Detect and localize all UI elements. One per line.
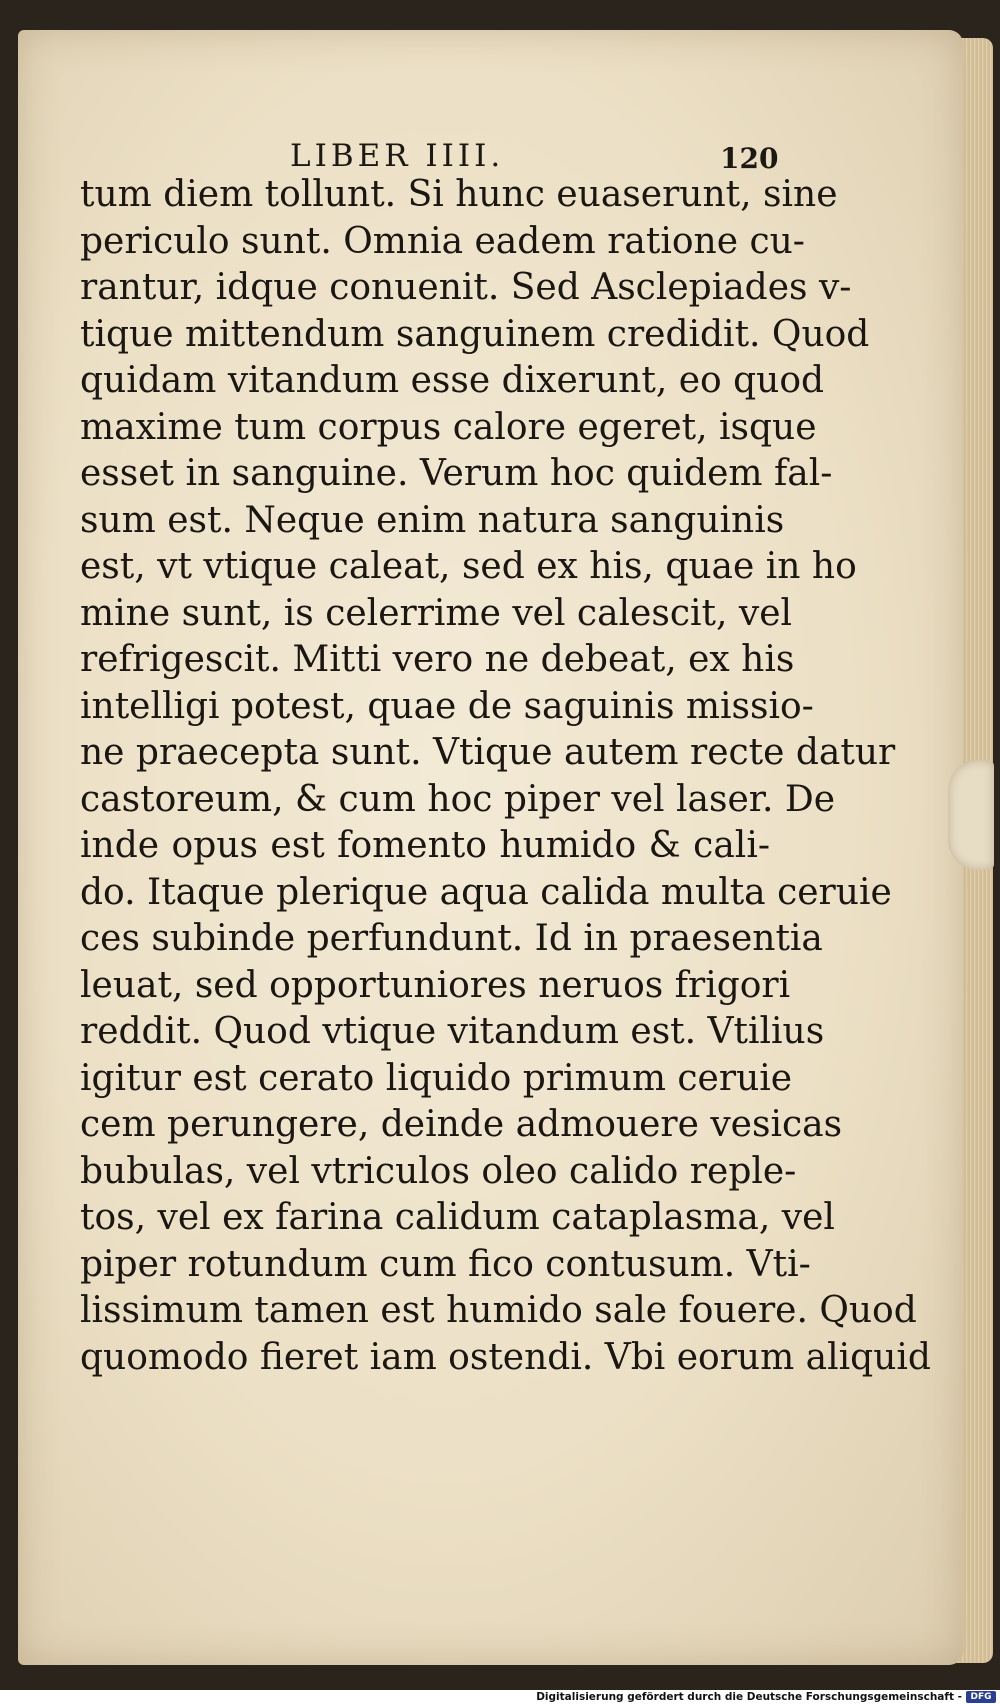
text-line: intelligi potest, quae de saguinis missio- bbox=[80, 685, 814, 727]
text-line: castoreum, & cum hoc piper vel laser. De bbox=[80, 778, 836, 820]
text-line: rantur, idque conuenit. Sed Asclepiades v- bbox=[80, 267, 852, 308]
text-line: quidam vitandum esse dixerunt, eo quod bbox=[80, 360, 825, 401]
funding-credit: Digitalisierung gefördert durch die Deutsche Forschungsgemeinschaft - bbox=[536, 1691, 962, 1703]
text-line: reddit. Quod vtique vitandum est. Vtilius bbox=[80, 1011, 825, 1052]
text-line: do. Itaque plerique aqua calida multa ceruie bbox=[80, 871, 892, 913]
page-number: 120 bbox=[720, 142, 779, 175]
text-line: bubulas, vel vtriculos oleo calido reple- bbox=[80, 1150, 797, 1192]
text-line: esset in sanguine. Verum hoc quidem fal- bbox=[80, 453, 833, 494]
text-line: tique mittendum sanguinem credidit. Quod bbox=[80, 313, 870, 355]
text-line: igitur est cerato liquido primum ceruie bbox=[80, 1057, 793, 1099]
header-title: LIBER IIII. bbox=[290, 138, 505, 174]
book-clasp bbox=[948, 760, 994, 870]
text-line: ces subinde perfundunt. Id in praesentia bbox=[80, 918, 823, 959]
text-line: quomodo fieret iam ostendi. Vbi eorum aliquid bbox=[80, 1336, 931, 1378]
text-line: est, vt vtique caleat, sed ex his, quae in ho bbox=[80, 546, 857, 587]
text-line: lissimum tamen est humido sale fouere. Quod bbox=[80, 1290, 917, 1331]
text-line: periculo sunt. Omnia eadem ratione cu- bbox=[80, 220, 805, 262]
dfg-logo: DFG bbox=[966, 1691, 996, 1703]
text-line: tum diem tollunt. Si hunc euaserunt, sine bbox=[80, 174, 838, 215]
text-line: leuat, sed opportuniores neruos frigori bbox=[80, 964, 791, 1006]
text-line: piper rotundum cum fico contusum. Vti- bbox=[80, 1243, 811, 1285]
text-line: inde opus est fomento humido & cali- bbox=[80, 825, 770, 866]
text-line: tos, vel ex farina calidum cataplasma, vel bbox=[80, 1197, 835, 1238]
text-line: ne praecepta sunt. Vtique autem recte datur bbox=[80, 732, 896, 773]
text-block bbox=[80, 172, 931, 1381]
text-line: refrigescit. Mitti vero ne debeat, ex his bbox=[80, 639, 795, 680]
text-line: maxime tum corpus calore egeret, isque bbox=[80, 406, 817, 448]
text-line: cem perungere, deinde admouere vesicas bbox=[80, 1104, 843, 1145]
footer-bar bbox=[0, 1690, 1000, 1704]
text-line: sum est. Neque enim natura sanguinis bbox=[80, 499, 785, 541]
text-line: mine sunt, is celerrime vel calescit, vel bbox=[80, 592, 793, 634]
